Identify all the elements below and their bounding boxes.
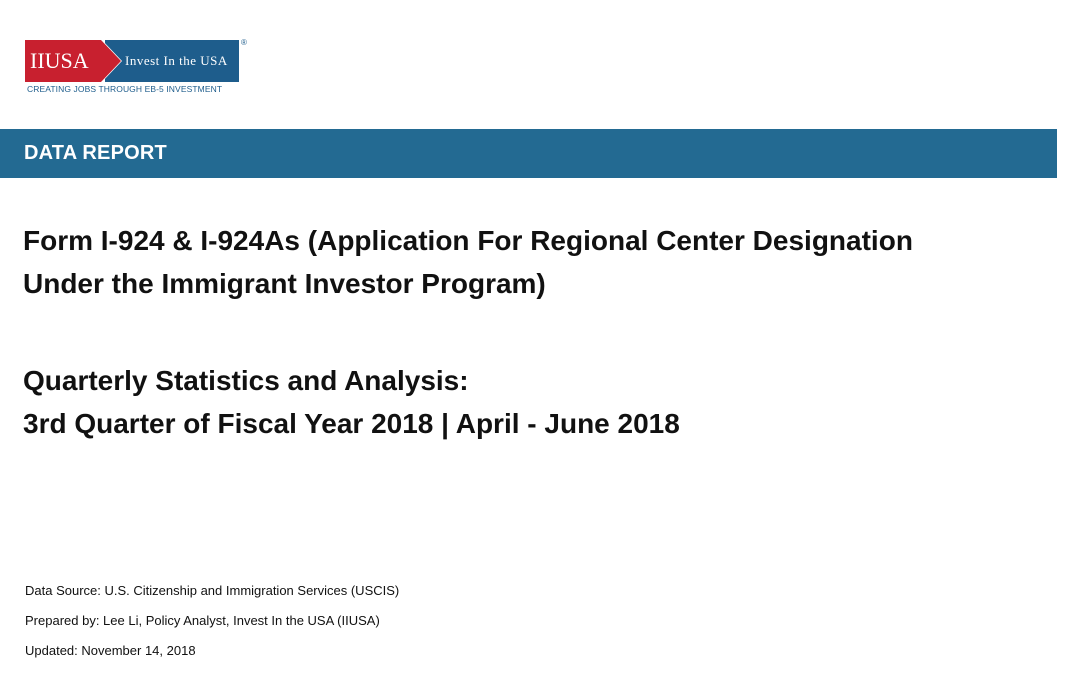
report-title xyxy=(23,219,1063,305)
report-subtitle-line: Quarterly Statistics and Analysis: xyxy=(23,365,469,396)
updated-date-line: Updated: November 14, 2018 xyxy=(25,643,196,658)
logo-abbreviation: IIUSA xyxy=(30,48,89,73)
section-banner xyxy=(0,129,1057,178)
report-title-line: Form I-924 & I-924As (Application For Regional Center Designation xyxy=(23,225,913,256)
report-subtitle-line: 3rd Quarter of Fiscal Year 2018 | April - June 2018 xyxy=(23,408,680,439)
logo-mark xyxy=(25,38,247,82)
logo-chevron-arrow xyxy=(101,40,121,82)
registered-trademark-mark: ® xyxy=(241,38,247,47)
logo-tagline: CREATING JOBS THROUGH EB-5 INVESTMENT xyxy=(27,84,223,94)
banner-label: DATA REPORT xyxy=(24,142,167,164)
report-subtitle xyxy=(23,359,1063,445)
report-title-line: Under the Immigrant Investor Program) xyxy=(23,268,546,299)
report-meta xyxy=(25,580,399,670)
iiusa-logo xyxy=(25,38,255,100)
prepared-by-line: Prepared by: Lee Li, Policy Analyst, Invest In the USA (IIUSA) xyxy=(25,613,380,628)
logo-name: Invest In the USA xyxy=(125,53,228,68)
data-source-line: Data Source: U.S. Citizenship and Immigration Services (USCIS) xyxy=(25,583,400,598)
